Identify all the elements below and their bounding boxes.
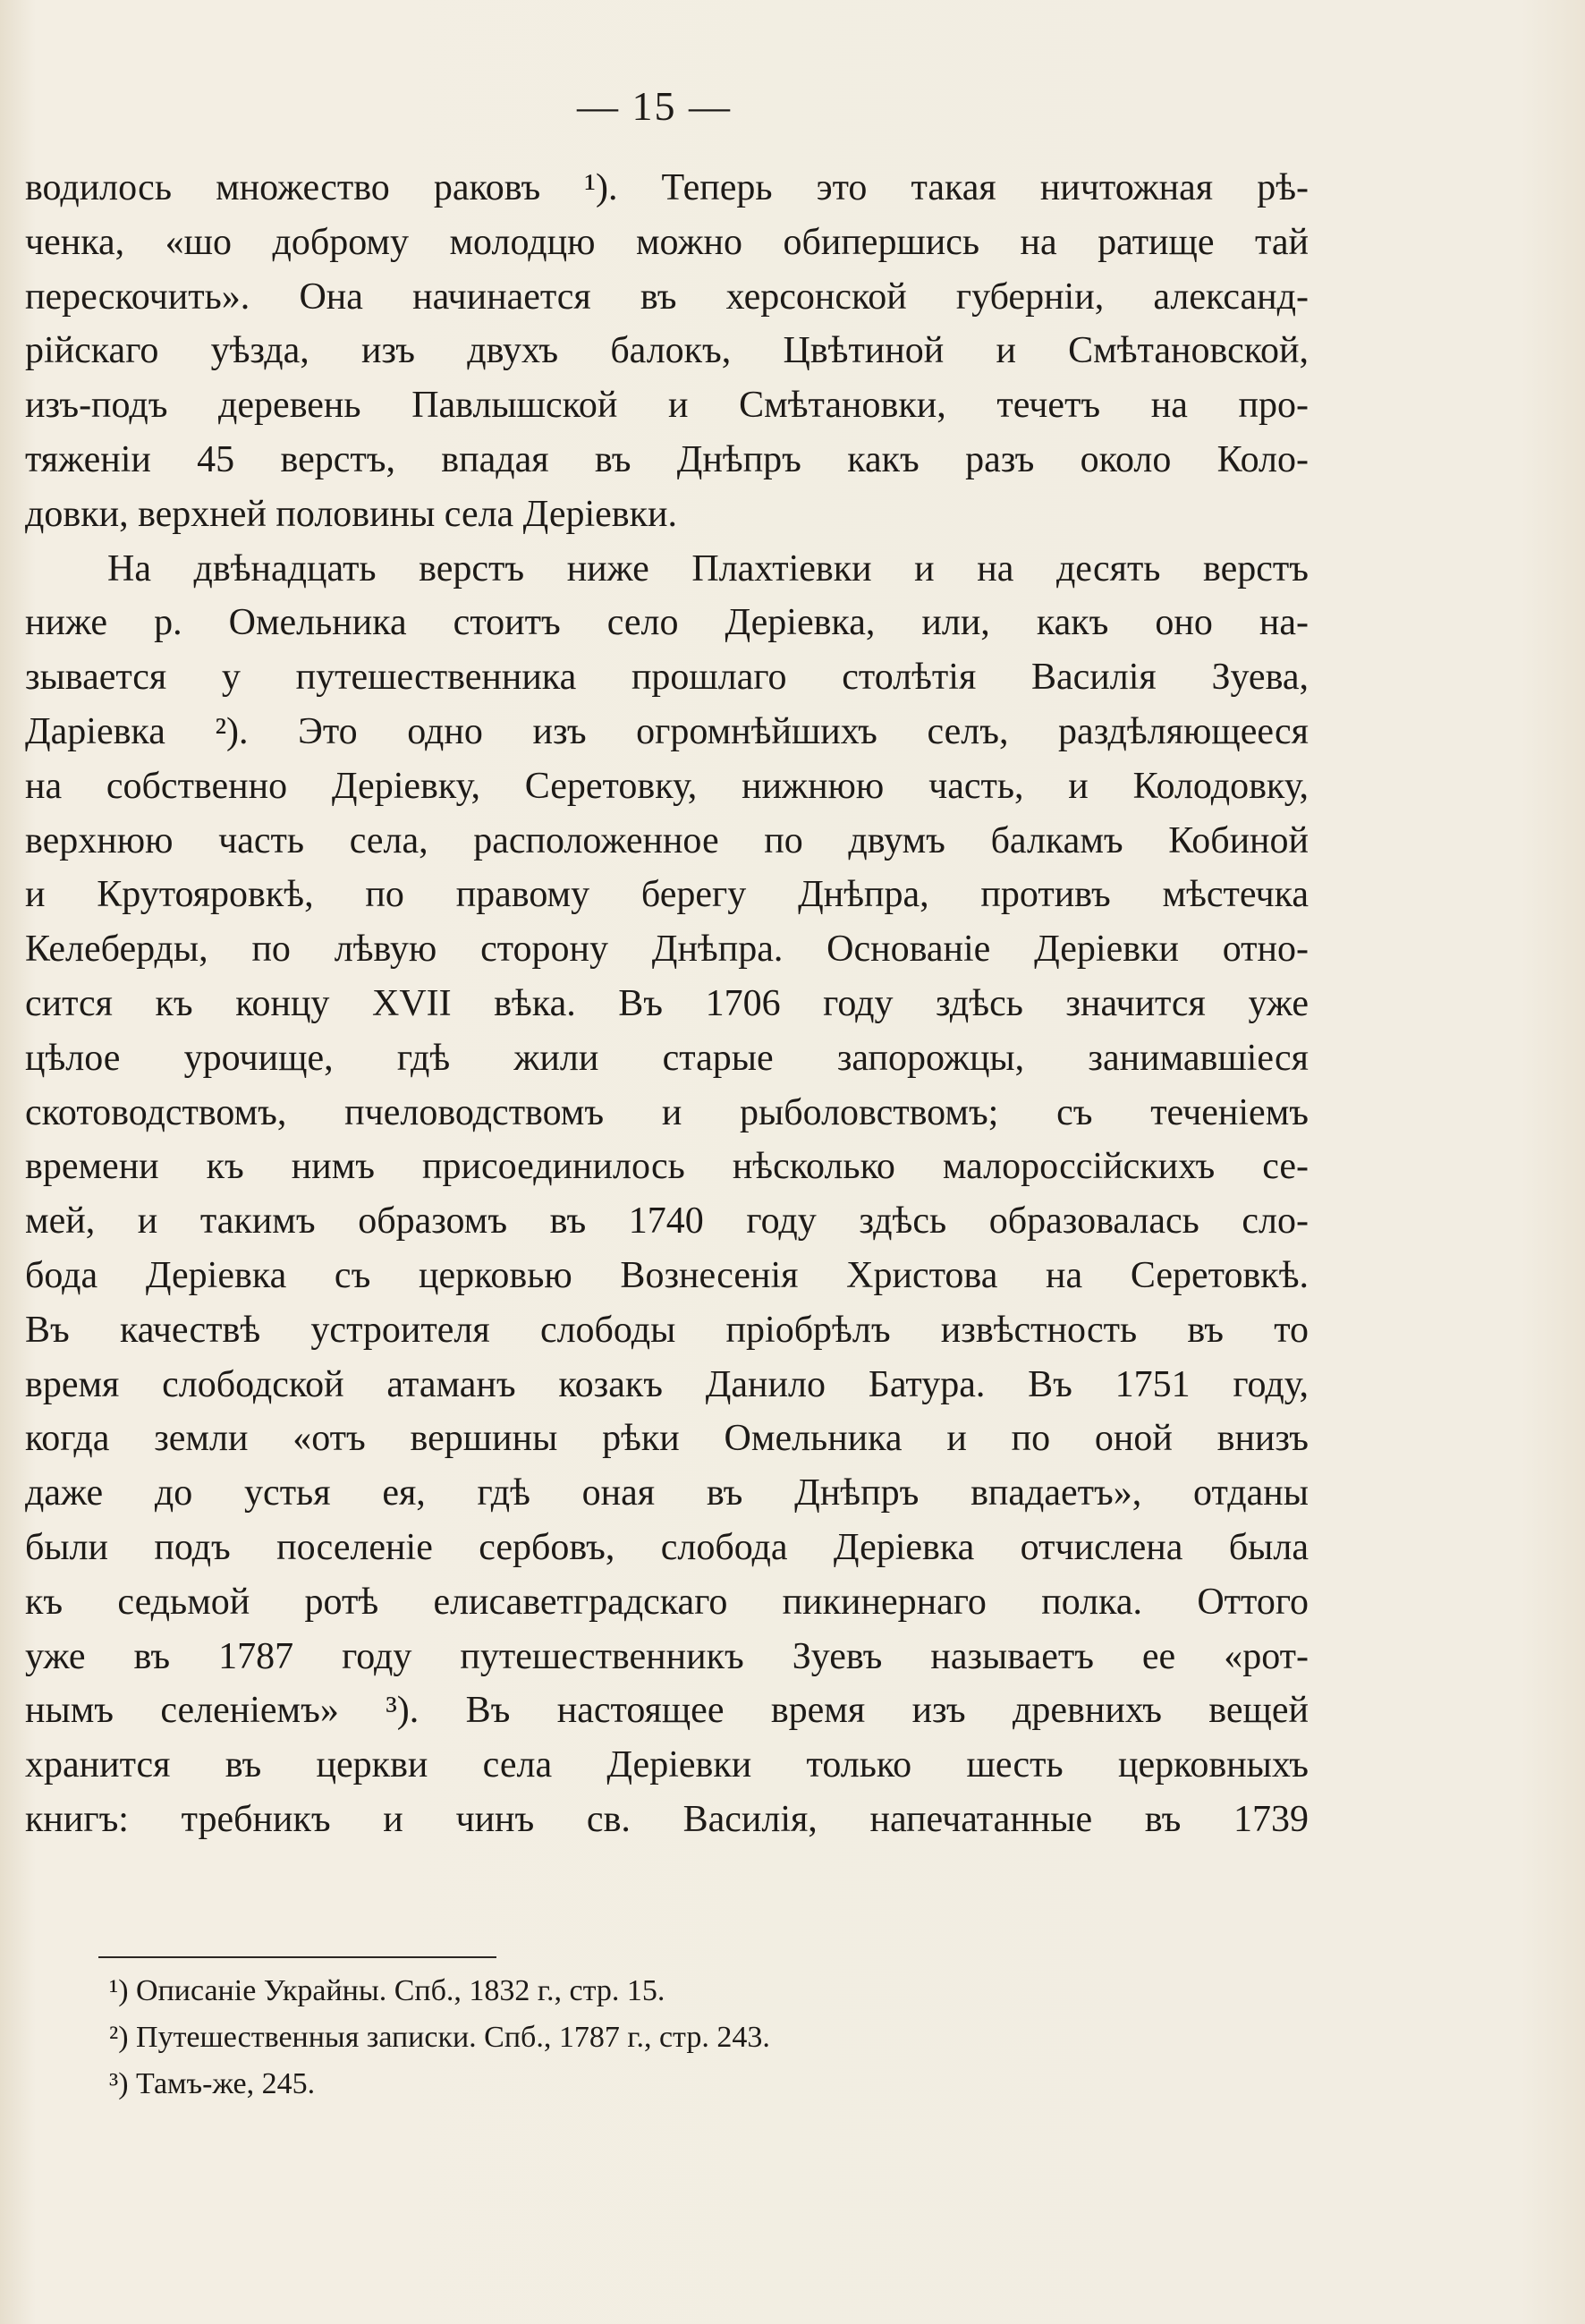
- text-line: нымъ селеніемъ» ³). Въ настоящее время изъ древнихъ вещей: [25, 1690, 1309, 1732]
- text-line: Келеберды, по лѣвую сторону Днѣпра. Основаніе Деріевки отно-: [25, 929, 1309, 971]
- text-line: рійскаго уѣзда, изъ двухъ балокъ, Цвѣтиной и Смѣтановской,: [25, 330, 1309, 372]
- text-line: Даріевка ²). Это одно изъ огромнѣйшихъ селъ, раздѣляющееся: [25, 710, 1309, 752]
- text-line: бода Деріевка съ церковью Вознесенія Христова на Серетовкѣ.: [25, 1254, 1309, 1296]
- text-line: времени къ нимъ присоединилось нѣсколько малороссійскихъ се-: [25, 1146, 1309, 1188]
- text-line: водилось множество раковъ ¹). Теперь это такая ничтожная рѣ-: [25, 167, 1309, 208]
- text-line: хранится въ церкви села Деріевки только шесть церковныхъ: [25, 1744, 1309, 1786]
- text-line: зывается у путешественника прошлаго столѣтія Василія Зуева,: [25, 657, 1309, 699]
- body-text: [25, 161, 1309, 1847]
- text-line: верхнюю часть села, расположенное по двумъ балкамъ Кобиной: [25, 819, 1309, 861]
- text-line: уже въ 1787 году путешественникъ Зуевъ называетъ ее «рот-: [25, 1635, 1309, 1677]
- text-line: цѣлое урочище, гдѣ жили старые запорожцы, занимавшіеся: [25, 1037, 1309, 1079]
- text-line: сится къ концу XVII вѣка. Въ 1706 году здѣсь значится уже: [25, 982, 1309, 1024]
- text-line: Въ качествѣ устроителя слободы пріобрѣлъ извѣстность въ то: [25, 1309, 1309, 1351]
- page-number: — 15 —: [577, 83, 732, 129]
- text-line: книгъ: требникъ и чинъ св. Василія, напечатанные въ 1739: [25, 1798, 1309, 1840]
- footnote: ¹) Описаніе Украйны. Спб., 1832 г., стр. 15.: [109, 1974, 665, 2007]
- text-line: перескочить». Она начинается въ херсонской губерніи, александ-: [25, 276, 1309, 318]
- text-line: на собственно Деріевку, Серетовку, нижнюю часть, и Колодовку,: [25, 765, 1309, 807]
- text-line: даже до устья ея, гдѣ оная въ Днѣпръ впадаетъ», отданы: [25, 1472, 1309, 1514]
- text-line: ченка, «шо доброму молодцю можно обипершись на ратище тай: [25, 221, 1309, 263]
- text-line: скотоводствомъ, пчеловодствомъ и рыболовствомъ; съ теченіемъ: [25, 1091, 1309, 1133]
- footnote: ³) Тамъ-же, 245.: [109, 2067, 316, 2100]
- text-line: мей, и такимъ образомъ въ 1740 году здѣсь образовалась сло-: [25, 1200, 1309, 1243]
- text-line: были подъ поселеніе сербовъ, слобода Деріевка отчислена была: [25, 1526, 1309, 1568]
- text-line: довки, верхней половины села Деріевки.: [25, 493, 678, 535]
- text-line: тяженіи 45 верстъ, впадая въ Днѣпръ какъ разъ около Коло-: [25, 438, 1309, 480]
- text-line: время слободской атаманъ козакъ Данило Батура. Въ 1751 году,: [25, 1363, 1309, 1405]
- text-line: На двѣнадцать верстъ ниже Плахтіевки и на десять верстъ: [107, 547, 1309, 589]
- text-line: изъ-подъ деревень Павлышской и Смѣтановки, течетъ на про-: [25, 385, 1309, 427]
- text-line: когда земли «отъ вершины рѣки Омельника и по оной внизъ: [25, 1418, 1309, 1460]
- footnote-separator: [98, 1956, 496, 1958]
- footnote: ²) Путешественныя записки. Спб., 1787 г., стр. 243.: [109, 2021, 770, 2054]
- text-line: ниже р. Омельника стоитъ село Деріевка, или, какъ оно на-: [25, 602, 1309, 644]
- text-line: къ седьмой ротѣ елисаветградскаго пикинернаго полка. Оттого: [25, 1581, 1309, 1623]
- text-line: и Крутояровкѣ, по правому берегу Днѣпра, противъ мѣстечка: [25, 874, 1309, 916]
- footnotes: [109, 1968, 1093, 2108]
